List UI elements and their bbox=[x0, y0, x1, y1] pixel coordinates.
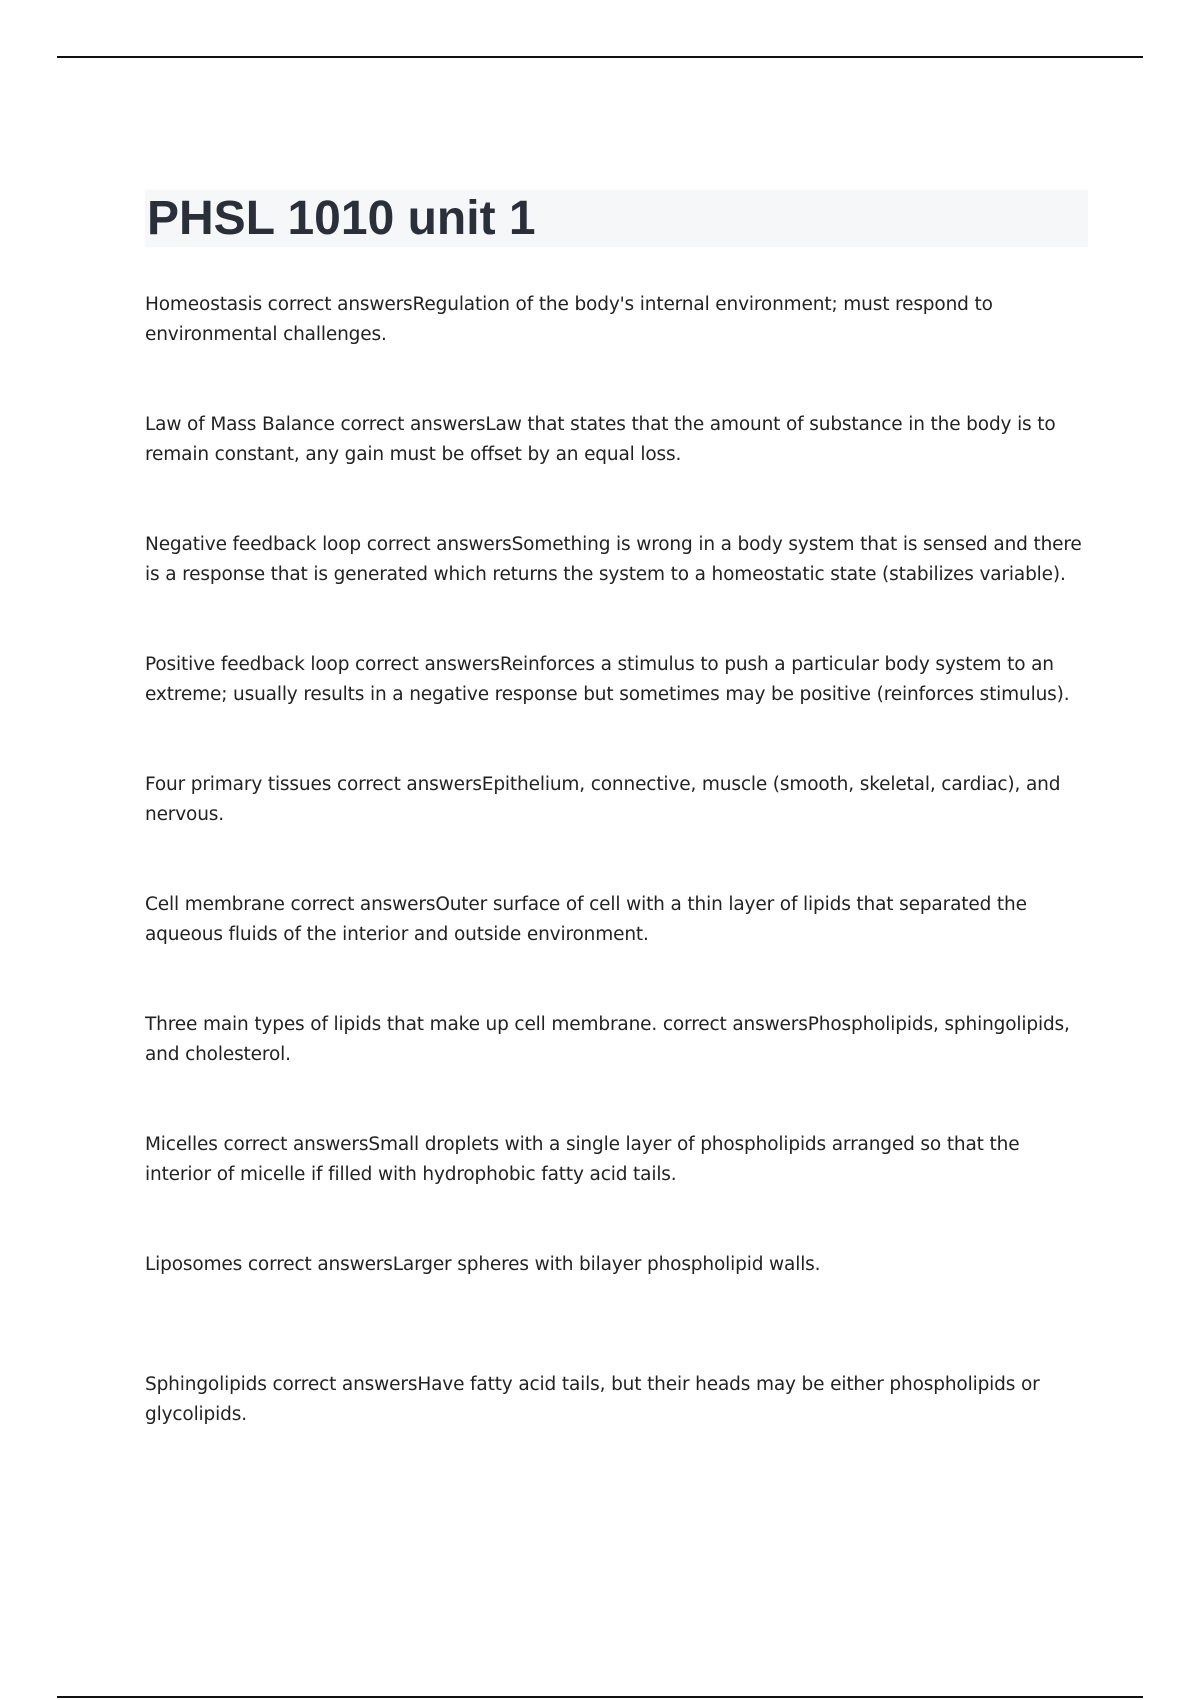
flashcard-entry-four-primary-tissues: Four primary tissues correct answersEpithelium, connective, muscle (smooth, skeletal, cardiac), and nervous. bbox=[145, 774, 1061, 825]
flashcard-entry-micelles: Micelles correct answersSmall droplets with a single layer of phospholipids arranged so that the interior of micelle if filled with hydrophobic fatty acid tails. bbox=[145, 1134, 1020, 1185]
flashcard-entry-cell-membrane: Cell membrane correct answersOuter surface of cell with a thin layer of lipids that separated the aqueous fluids of the interior and outside environment. bbox=[145, 894, 1027, 945]
bottom-rule bbox=[57, 1696, 1143, 1698]
flashcard-entry-positive-feedback-loop: Positive feedback loop correct answersReinforces a stimulus to push a particular body system to an extreme; usually results in a negative response but sometimes may be positive (reinforces stimulus). bbox=[145, 654, 1070, 705]
flashcard-entry-homeostasis: Homeostasis correct answersRegulation of the body's internal environment; must respond to environmental challenges. bbox=[145, 294, 993, 345]
page-title: PHSL 1010 unit 1 bbox=[147, 192, 536, 245]
flashcard-entry-sphingolipids: Sphingolipids correct answersHave fatty acid tails, but their heads may be either phospholipids or glycolipids. bbox=[145, 1374, 1040, 1425]
flashcard-entry-membrane-lipids: Three main types of lipids that make up cell membrane. correct answersPhospholipids, sphingolipids, and cholesterol. bbox=[145, 1014, 1070, 1065]
flashcard-entry-negative-feedback-loop: Negative feedback loop correct answersSomething is wrong in a body system that is sensed and there is a response that is generated which returns the system to a homeostatic state (stabilizes variable). bbox=[145, 534, 1082, 585]
title-band bbox=[145, 190, 1088, 247]
flashcard-entry-liposomes: Liposomes correct answersLarger spheres with bilayer phospholipid walls. bbox=[145, 1254, 821, 1275]
top-rule bbox=[57, 56, 1143, 58]
flashcard-list bbox=[145, 290, 1090, 1490]
flashcard-entry-law-of-mass-balance: Law of Mass Balance correct answersLaw that states that the amount of substance in the body is to remain constant, any gain must be offset by an equal loss. bbox=[145, 414, 1056, 465]
